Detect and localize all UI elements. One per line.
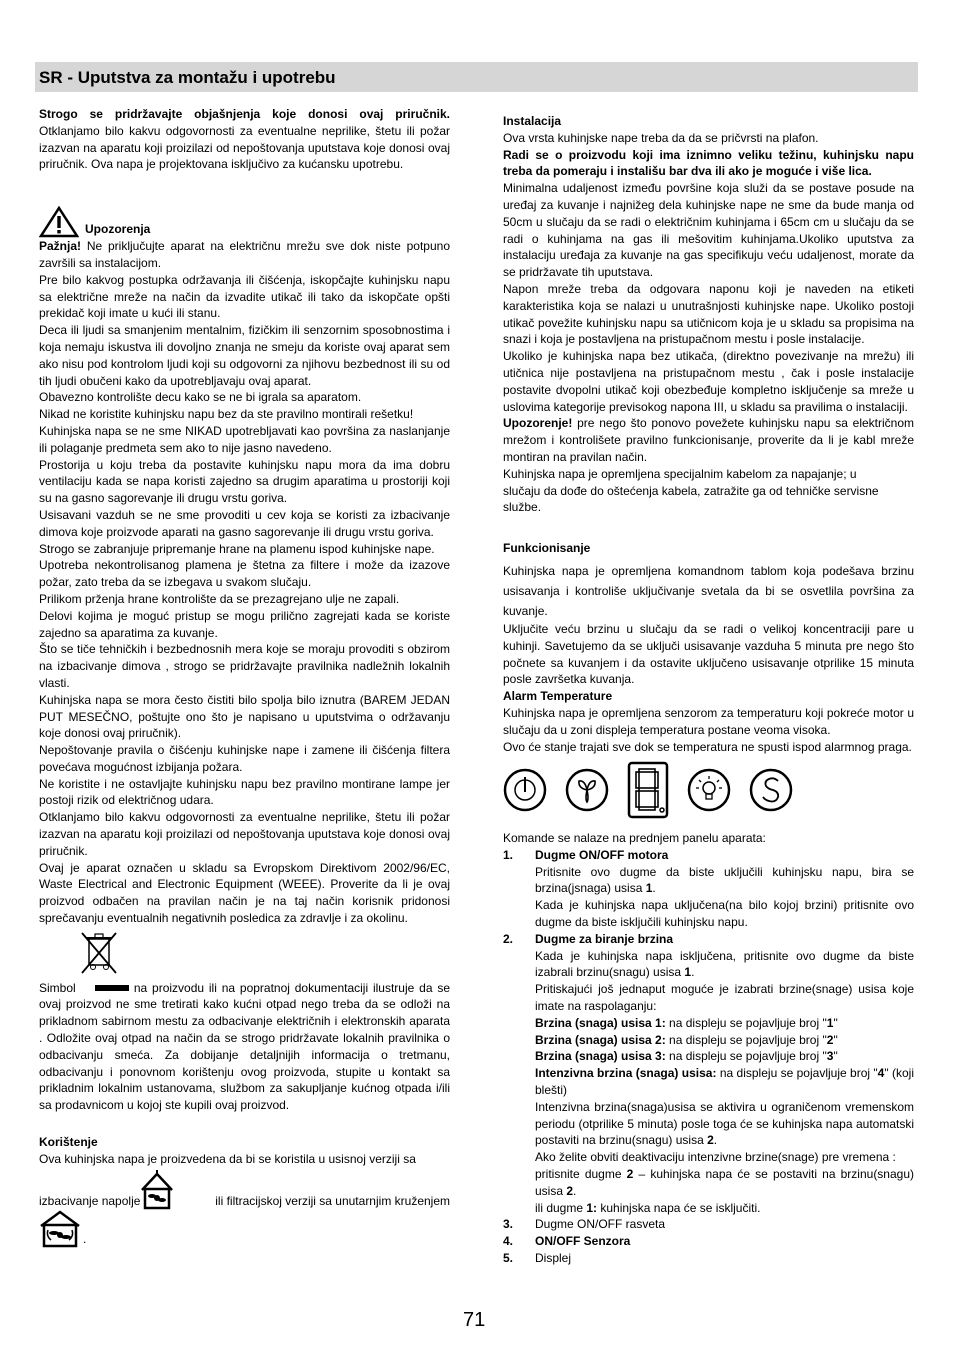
warning-paragraph: Kuhinjska napa se ne sme NIKAD upotrebljavati kao površina za naslanjanje ili polaganje predmeta sem ako to nije jasno navedeno.: [39, 423, 450, 455]
item-1-text: Pritisnite ovo dugme da biste uključili kuhinjsku napu, bira se brzina(jsnaga) usisa 1.: [535, 864, 914, 896]
item-2-text: Kada je kuhinjska napa isključena, pritisnite ovo dugme da biste izabrali brzinu(snagu) usisa 1.: [535, 948, 914, 980]
speed-3-line: Brzina (snaga) usisa 3: na displeju se pojavljuje broj "3": [535, 1049, 838, 1064]
speed-1-line: Brzina (snaga) usisa 1: na displeju se pojavljuje broj "1": [535, 1015, 838, 1030]
control-panel-illustration: [503, 761, 914, 824]
warning-paragraph: Strogo se zabranjuje pripremanje hrane na plamenu ispod kuhinjske nape.: [39, 541, 435, 556]
speed-2-line: Brzina (snaga) usisa 2: na displeju se pojavljuje broj "2": [535, 1032, 838, 1047]
fan-button-icon: [565, 768, 609, 817]
install-warning-paragraph: Upozorenje! pre nego što ponovo povežete kuhinjsku napu sa električnom mrežom i kontrolišete pravilno funkcionisanje, proverite da li je kabl mreže montiran na pravilan način.: [503, 416, 914, 464]
weee-bar-symbol: [95, 985, 129, 991]
item-2-text: ili dugme 1: kuhinjska napa će se isključiti.: [535, 1200, 761, 1215]
alarm-paragraph: Kuhinjska napa je opremljena senzorom za temperaturu koji pokreće motor u slučaju da u zoni displeja temperatura postane veoma visoka.: [503, 705, 914, 737]
section-title: SR - Uputstva za montažu i upotrebu: [39, 68, 336, 87]
power-button-icon: [503, 768, 547, 817]
warning-paragraph: Prilikom prženja hrane kontrolište da se prezagrejano ulje ne zapali.: [39, 591, 400, 606]
use-paragraph: Ova kuhinjska napa je proizvedena da bi se koristila u usisnoj verziji sa: [39, 1151, 416, 1166]
weee-bin-icon: [39, 929, 450, 980]
install-paragraph: Napon mreže treba da odgovara naponu koji je naveden na etiketi karakteristika koja se nalazi u unutrašnjosti kuhinjske nape. Ukoliko postoji utikač povežite kuhinjsku napu sa utičnicom koja je u skladu sa propisima na snazi i koja je postavljena na pristupačnom mestu i posle instalacije.: [503, 281, 914, 347]
light-button-icon: [687, 768, 731, 817]
panel-caption: Komande se nalaze na prednjem panelu aparata:: [503, 831, 766, 846]
weee-paragraph: Simbol na proizvodu ili na popratnoj dokumentaciji ilustruje da se ovaj proizvod ne sme tretirati kako kućni otpad nego treba da se odloži na prikladnom sabirnom mestu za odbacivanje električnih i elektronskih aparata . Odložite ovaj otpad na način da se strogo pridržavate lokalnih pravilnika o odbacivanju smeća. Za dobijanje detaljnijih informacija o tretmanu, odbacivanju i ponovnom korištenju ovog proizvoda, stupite u kontakt sa prikladnim lokalnim ustanovama, službom za sakupljanje kućnog otpada i/ili sa prodavnicom u kojoj ste kupili ovaj proizvod.: [39, 980, 450, 1113]
left-column: [39, 106, 450, 1248]
item-2-text: Intenzivna brzina(snaga)usisa se aktivira u ograničenom vremenskom periodu (otprilike 5 minuta) posle toga će se kuhinjska napa automatski postaviti na brzinu(snagu) usisa 2.: [535, 1099, 914, 1148]
warning-triangle-icon: [39, 206, 79, 238]
warning-paragraph: Kuhinjska napa se mora često čistiti bilo spolja bilo iznutra (BAREM JEDAN PUT MESEČNO, poštujte ono što je napisano u uputstvima o održavanju koje donosi ovaj priručnik).: [39, 692, 450, 741]
warning-paragraph: Što se tiče tehničkih i bezbednosnih mera koje se moraju provoditi s obzirom na izbacivanje dimova , strogo se pridržavajte pravilnika nadležnih lokalnih vlasti.: [39, 642, 450, 690]
func-title: Funkcionisanje: [503, 541, 591, 556]
install-paragraph: Minimalna udaljenost između površine koja služi da se postave posude na uređaj za kuvanje i najnižeg dela kuhinjske nape ne sme da bude manja od 50cm u slučaju da se radi o električnim kuhinjama i 65cm cm u slučaju da se radi o kuhinjama na gas ili mešovitim kuhinjama.Ukoliko uputstva za instalaciju uređaja za kuvanje na gas specifikuju veću udaljenost, morate da se pridržavate tih uputstava.: [503, 181, 914, 280]
list-item-3: 3. Dugme ON/OFF rasveta: [503, 1217, 666, 1232]
speed-4-line: Intenzivna brzina (snaga) usisa: na displeju se pojavljuje broj "4" (koji blešti): [535, 1066, 914, 1098]
warning-paragraph: Obavezno kontrolište decu kako se ne bi igrala sa aparatom.: [39, 390, 362, 405]
warning-paragraph: Deca ili ljudi sa smanjenim mentalnim, fizičkim ili senzornim sposobnostima i koja nemaju iskustva ili dovoljno znanja ne smeju da koriste ovaj aparat sem ako nisu pod kontrolom ljudi koji su odgovorni za njihovu bezbednost ili su od tih ljudi obučeni kako da upotrebljavaju ovaj aparat.: [39, 323, 450, 388]
list-item-1: 1. Dugme ON/OFF motora Pritisnite ovo dugme da biste uključili kuhinjsku napu, bira se brzina(jsnaga) usisa 1. Kada je kuhinjska napa uključena(na bilo kojoj brzini) pritisnite ovo dugme da biste isključili kuhinjsku napu.: [503, 847, 914, 930]
warning-paragraph: Ovaj je aparat označen u skladu sa Evropskom Direktivom 2002/96/EC, Waste Electrical and Electronic Equipment (WEEE). Proverite da li je ovaj proizvod odbačen na pravilan način je na taj način korisnik pridonosi sprečavanju eventualnih negativnih posledica za zdravlje i za okolinu.: [39, 860, 450, 926]
item-2-text: Ako želite obviti deaktivaciju intenzivne brzine(snage) pre vremena :: [535, 1150, 896, 1165]
recirculation-house-icon: [39, 1210, 81, 1248]
right-column: [503, 113, 914, 1267]
use-versions-line: [39, 1170, 450, 1210]
install-title: Instalacija: [503, 114, 562, 128]
use-text-end: .: [83, 1231, 87, 1246]
use-title: Korištenje: [39, 1135, 98, 1150]
seven-segment-display-icon: [627, 761, 669, 824]
page-number: 71: [463, 1309, 486, 1331]
use-recirculation-line: [39, 1210, 450, 1248]
warning-paragraph: Ne koristite i ne ostavljajte kuhinjsku napu bez pravilno montirane lampe jer postoji rizik od električnog udara.: [39, 776, 450, 808]
func-paragraph: Kuhinjska napa je opremljena komandnom tablom koja podešava brzinu usisavanja i kontroliše uključivanje svetala da bi se osvetlila površina za kuvanje.: [503, 563, 914, 618]
warning-paragraph: Nepoštovanje pravila o čišćenju kuhinjske nape i zamene ili čišćenja filtera povećava mogućnost izbijanja požara.: [39, 743, 450, 774]
install-paragraph: Kuhinjska napa je opremljena specijalnim kabelom za napajanje; u slučaju da dođe do oštećenja kabela, zatražite ga od tehničke servisne službe.: [503, 466, 879, 515]
exhaust-house-icon: [140, 1170, 174, 1210]
warning-first: Pažnja! Ne priključujte aparat na električnu mrežu sve dok niste potpuno završili sa instalacijom.: [39, 239, 450, 270]
sensor-button-icon: [749, 768, 793, 817]
install-paragraph: Ova vrsta kuhinjske nape treba da da se pričvrsti na plafon.: [503, 130, 819, 145]
func-paragraph: Uključite veću brzinu u slučaju da se radi o velikoj koncentraciji pare u kuhinji. Savetujemo da se uključi usisavanje vazduha 5 minuta pre nego što počnete sa kuvanjem i da ostavite uključeno usisavanje otprilike 15 minuta posle završetka kuvanja.: [503, 621, 914, 687]
warning-paragraph: Pre bilo kakvog postupka održavanja ili čišćenja, iskopčajte kuhinjsku napu sa električne mreže na način da izvadite utikač ili tako da iskopčate opšti prekidač koji imate u kući ili stanu.: [39, 272, 450, 321]
list-item-2: 2. Dugme za biranje brzina Kada je kuhinjska napa isključena, pritisnite ovo dugme da biste izabrali brzinu(snagu) usisa 1. Pritiskajući još jednaput moguće je izabrati brzine(snage) usisa koje imate na raspolaganju: Brzina (snaga) usisa 1: na displeju se pojavljuje broj "1" Brzina (snaga) usisa 2: na displeju se pojavljuje broj "2" Brzina (snaga) usisa 3: na displeju se pojavljuje broj "3" Intenzivna brzina (snaga) usisa: na displeju se pojavljuje broj "4" (koji blešti) Intenzivna brzina(snaga)usisa se aktivira u ograničenom vremenskom periodu (otprilike 5 minuta) posle toga će se kuhinjska napa automatski postaviti na brzinu(snagu) usisa 2. Ako želite obviti deaktivaciju intenzivne brzine(snage) pre vremena : pritisnite dugme 2 – kuhinjska napa će se postaviti na brzinu(snagu) usisa 2. ili dugme 1: kuhinjska napa će se isključiti.: [503, 931, 915, 1215]
warning-paragraph: Otklanjamo bilo kakvu odgovornosti za eventualne neprilike, štetu ili požar izazvan na aparatu koji proizilazi od nepoštovanja uputstava koje donosi ovaj priručnik.: [39, 810, 450, 858]
warning-paragraph: Delovi kojima je moguć pristup se mogu prilično zagrejati kada se koriste zajedno sa aparatima za kuvanje.: [39, 608, 450, 640]
intro-paragraph: Strogo se pridržavajte objašnjenja koje donosi ovaj priručnik. Otklanjamo bilo kakvu odgovornosti za eventualne neprilike, štetu ili požar izazvan na aparatu koji proizilazi od nepoštovanja uputstava koje donosi ovaj priručnik. Ova napa je projektovana isključivo za kućansku upotrebu.: [39, 107, 450, 172]
use-text-filter: ili filtracijskoj verziji sa unutarnjim kruženjem: [215, 1193, 450, 1208]
section-header: [35, 62, 918, 92]
alarm-title: Alarm Temperature: [503, 689, 613, 704]
warning-paragraph: Upotreba nekontrolisanog plamena je štetna za filtere i može da izazove požar, zato treba da se izbegava u svakom slučaju.: [39, 558, 450, 590]
use-text-exhaust: izbacivanje napolje: [39, 1193, 141, 1208]
alarm-paragraph: Ovo će stanje trajati sve dok se temperatura ne spusti ispod alarmnog praga.: [503, 739, 912, 754]
warnings-title: Upozorenja: [85, 222, 151, 237]
item-2-text: pritisnite dugme 2 – kuhinjska napa će se postaviti na brzinu(snagu) usisa 2.: [535, 1167, 915, 1198]
install-paragraph: Ukoliko je kuhinjska napa bez utikača, (direktno povezivanje na mrežu) ili utičnica nije postavljena na pristupačnom mestu , čak i posle instalacije postavite dvopolni utikač koji obezbeđuje kompletno isključenje sa mreže u uslovima kategorije previsokog napona III, u skladu sa pravilima o instalaciji.: [503, 349, 914, 414]
item-2-text: Pritiskajući još jednaput moguće je izabrati brzine(snage) usisa koje imate na raspolaganju:: [535, 982, 914, 1014]
list-item-4: 4. ON/OFF Senzora: [503, 1234, 631, 1249]
warning-paragraph: Usisavani vazduh se ne sme provoditi u cev koja se koristi za izbacivanje dimova koje proizvode aparati na gasno sagorevanje ili drugu vrstu goriva.: [39, 507, 450, 539]
warnings-heading: [39, 206, 450, 238]
warning-paragraph: Nikad ne koristite kuhinjsku napu bez da ste pravilno montirali rešetku!: [39, 407, 414, 422]
warning-paragraph: Prostorija u koju treba da postavite kuhinjsku napu mora da ima dobru ventilaciju kada se napa koristi zajedno sa drugim aparatima u prostoriji koji su na gasno sagorevanje ili drugu vrstu goriva.: [39, 457, 450, 506]
list-item-5: 5. Displej: [503, 1251, 572, 1266]
install-bold-paragraph: Radi se o proizvodu koji ima iznimno veliku težinu, kuhinjsku napu treba da pomeraju i instališu bar dva ili ako je moguće i više lica.: [503, 147, 914, 179]
item-1-text: Kada je kuhinjska napa uključena(na bilo kojoj brzini) pritisnite ovo dugme da biste isključili kuhinjsku napu.: [535, 898, 914, 930]
